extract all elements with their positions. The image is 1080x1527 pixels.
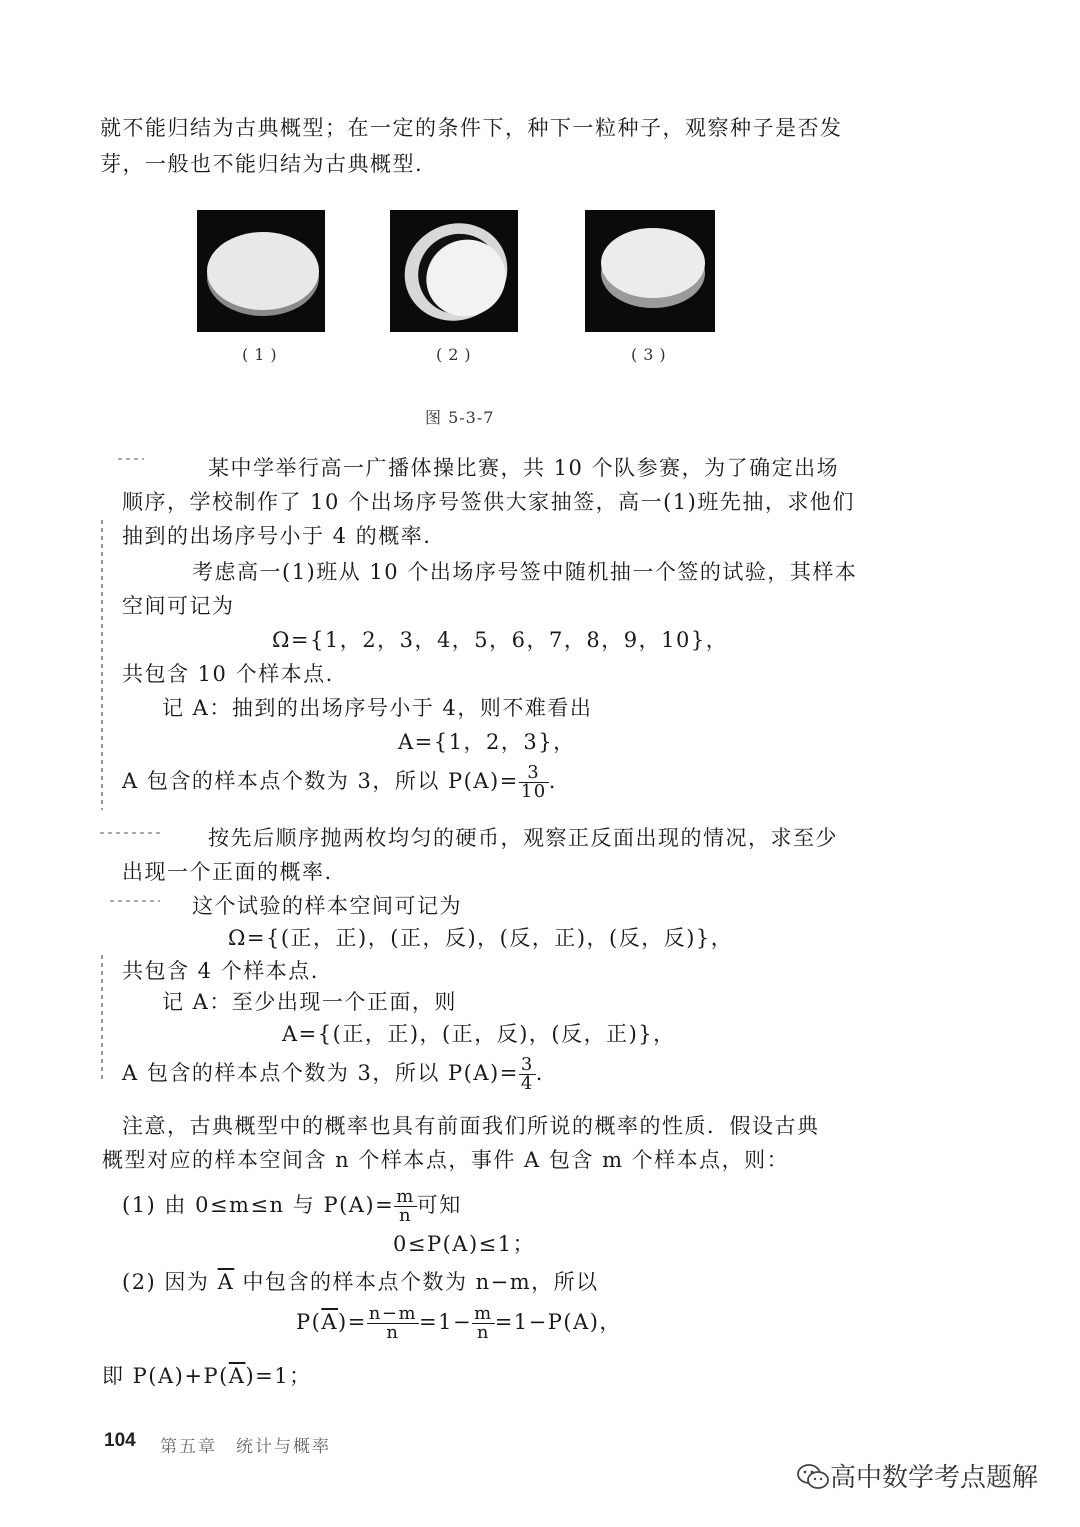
figure-caption-2: (2) bbox=[436, 345, 477, 364]
formula-numerator-1: n−m bbox=[368, 1303, 418, 1324]
wechat-icon bbox=[796, 1462, 830, 1492]
example-1-margin-line bbox=[101, 520, 103, 810]
example-1-solution-line-1: 考虑高一(1)班从 10 个出场序号签中随机抽一个签的试验，其样本 bbox=[192, 560, 858, 584]
figure-photo-2 bbox=[390, 210, 518, 332]
example-1-problem-line-3: 抽到的出场序号小于 4 的概率. bbox=[122, 524, 432, 548]
example-1-problem-line-1: 某中学举行高一广播体操比赛，共 10 个队参赛，为了确定出场 bbox=[208, 456, 840, 480]
note-line-1: 注意，古典概型中的概率也具有前面我们所说的概率的性质．假设古典 bbox=[122, 1114, 820, 1138]
example-1-count: 共包含 10 个样本点. bbox=[122, 662, 334, 686]
example-2-sample-space: Ω={(正，正)，(正，反)，(反，正)，(反，反)}， bbox=[228, 926, 734, 950]
example-2-fraction bbox=[519, 1056, 536, 1093]
example-2-event-set: A={(正，正)，(正，反)，(反，正)}， bbox=[282, 1022, 676, 1046]
example-1-problem-line-2: 顺序，学校制作了 10 个出场序号签供大家抽签，高一(1)班先抽，求他们 bbox=[122, 490, 855, 514]
formula-complement: $\overline{A}$ bbox=[321, 1310, 338, 1334]
example-2-problem-line-2: 出现一个正面的概率. bbox=[122, 860, 333, 884]
formula-denominator-1: n bbox=[386, 1322, 400, 1343]
formula-mid: =1− bbox=[419, 1310, 473, 1334]
example-2-conclusion-text: A 包含的样本点个数为 3，所以 P(A)= bbox=[122, 1061, 519, 1085]
formula-lhs: P( bbox=[296, 1310, 322, 1334]
chapter-title: 第五章 统计与概率 bbox=[160, 1437, 331, 1457]
solution-2-marker bbox=[110, 900, 160, 902]
example-2-event-definition: 记 A：至少出现一个正面，则 bbox=[162, 990, 457, 1014]
example-2-conclusion bbox=[122, 1056, 544, 1093]
note-line-2: 概型对应的样本空间含 n 个样本点，事件 A 包含 m 个样本点，则： bbox=[102, 1148, 790, 1172]
watermark-text: 高中数学考点题解 bbox=[830, 1463, 1039, 1493]
final-line-complement: $\overline{A}$ bbox=[228, 1364, 246, 1388]
property-1-suffix: 可知 bbox=[416, 1193, 462, 1217]
example-1-conclusion bbox=[122, 764, 557, 801]
intro-line-2: 芽，一般也不能归结为古典概型. bbox=[100, 152, 424, 176]
property-1-result: 0≤P(A)≤1； bbox=[393, 1232, 536, 1256]
example-2-marker bbox=[100, 832, 160, 834]
complement-formula bbox=[296, 1305, 622, 1342]
property-1-fraction bbox=[394, 1188, 417, 1225]
example-1-event-definition: 记 A：抽到的出场序号小于 4，则不难看出 bbox=[162, 696, 593, 720]
figure-caption-3: (3) bbox=[631, 345, 672, 364]
example-1-marker bbox=[118, 458, 144, 460]
example-2-end: . bbox=[535, 1061, 544, 1085]
example-1-numerator: 3 bbox=[519, 764, 549, 783]
property-1-text: (1) 由 0≤m≤n 与 P(A)= bbox=[122, 1193, 395, 1217]
formula-fraction-1 bbox=[367, 1305, 419, 1342]
figure-title: 图 5-3-7 bbox=[425, 408, 495, 427]
final-line-a: 即 P(A)+P( bbox=[102, 1364, 229, 1388]
example-1-sample-space: Ω={1，2，3，4，5，6，7，8，9，10}， bbox=[272, 628, 729, 652]
formula-eq: )= bbox=[338, 1310, 367, 1334]
example-1-fraction bbox=[519, 764, 549, 801]
example-1-solution-line-2: 空间可记为 bbox=[122, 594, 235, 618]
property-2 bbox=[122, 1266, 599, 1296]
formula-tail: =1−P(A)， bbox=[494, 1310, 622, 1334]
figure-caption-1: (1) bbox=[242, 345, 283, 364]
example-2-solution-line-1: 这个试验的样本空间可记为 bbox=[192, 894, 462, 918]
example-1-end: . bbox=[548, 769, 557, 793]
formula-fraction-2 bbox=[472, 1305, 495, 1342]
example-1-denominator: 10 bbox=[520, 781, 547, 802]
property-2-text-b: 中包含的样本点个数为 n−m，所以 bbox=[234, 1270, 599, 1294]
property-1-denominator: n bbox=[398, 1205, 413, 1226]
example-1-conclusion-text: A 包含的样本点个数为 3，所以 P(A)= bbox=[122, 769, 519, 793]
example-2-denominator: 4 bbox=[520, 1073, 534, 1094]
page-number: 104 bbox=[104, 1430, 136, 1451]
formula-denominator-2: n bbox=[476, 1322, 490, 1343]
property-1-numerator: m bbox=[396, 1186, 415, 1207]
property-1 bbox=[122, 1188, 462, 1225]
final-line bbox=[102, 1360, 312, 1390]
example-1-event-set: A={1，2，3}， bbox=[398, 730, 576, 754]
formula-numerator-2: m bbox=[474, 1303, 493, 1324]
intro-line-1: 就不能归结为古典概型；在一定的条件下，种下一粒种子，观察种子是否发 bbox=[100, 116, 843, 140]
example-2-count: 共包含 4 个样本点. bbox=[122, 959, 319, 983]
example-2-margin-line bbox=[101, 955, 103, 1080]
example-2-numerator: 3 bbox=[520, 1054, 534, 1075]
property-2-text: (2) 因为 bbox=[122, 1270, 218, 1294]
figure-photo-1 bbox=[197, 210, 325, 332]
final-line-b: )=1； bbox=[245, 1364, 312, 1388]
figure-photo-3 bbox=[585, 210, 715, 332]
example-2-problem-line-1: 按先后顺序抛两枚均匀的硬币，观察正反面出现的情况，求至少 bbox=[208, 826, 838, 850]
property-2-complement: $\overline{A}$ bbox=[217, 1270, 235, 1294]
